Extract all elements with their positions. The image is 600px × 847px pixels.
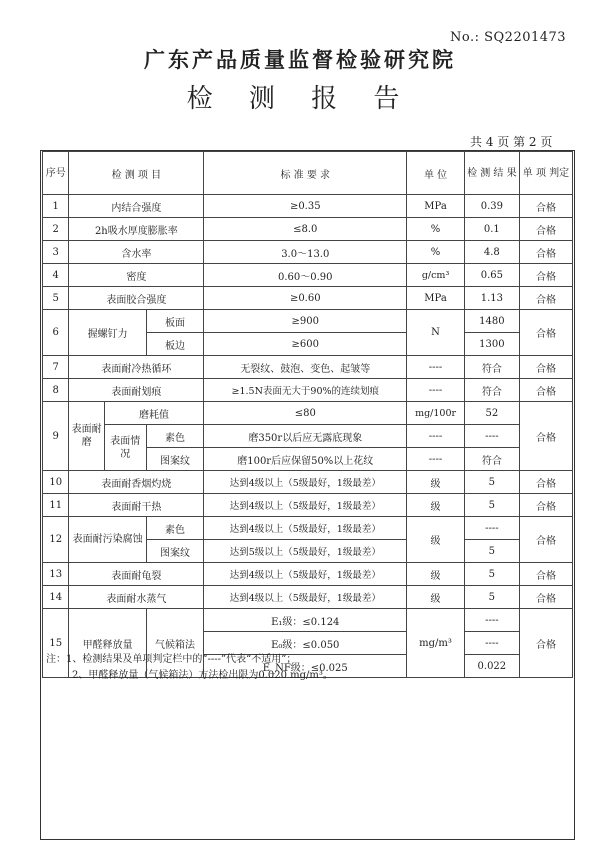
table-row bbox=[43, 471, 573, 494]
verdict: 合格 bbox=[519, 402, 572, 471]
table-row bbox=[43, 563, 573, 586]
result: 5 bbox=[464, 471, 519, 494]
result: 1.13 bbox=[464, 287, 519, 310]
result: 0.65 bbox=[464, 264, 519, 287]
col-result: 检 测 结 果 bbox=[464, 152, 519, 195]
row-number: 6 bbox=[43, 310, 69, 356]
result: 5 bbox=[464, 563, 519, 586]
requirement: E_NF级：≤0.025 bbox=[204, 655, 407, 678]
verdict: 合格 bbox=[519, 471, 572, 494]
requirement: 磨350r以后应无露底现象 bbox=[204, 425, 407, 448]
page-indicator: 共 4 页 第 2 页 bbox=[470, 135, 553, 149]
row-number: 11 bbox=[43, 494, 69, 517]
row-number: 8 bbox=[43, 379, 69, 402]
requirement: 达到4级以上（5级最好，1级最差） bbox=[204, 517, 407, 540]
unit: mg/100r bbox=[407, 402, 464, 425]
organization-name: 广东产品质量监督检验研究院 bbox=[144, 47, 456, 72]
table-row bbox=[43, 425, 573, 448]
sub-item: 素色 bbox=[146, 425, 203, 448]
requirement: ≥0.60 bbox=[204, 287, 407, 310]
table-row bbox=[43, 379, 573, 402]
test-item: 表面耐划痕 bbox=[69, 379, 204, 402]
requirement: ≥900 bbox=[204, 310, 407, 333]
unit: mg/m³ bbox=[407, 609, 464, 678]
test-item: 含水率 bbox=[69, 241, 204, 264]
verdict: 合格 bbox=[519, 241, 572, 264]
sub-item: 板边 bbox=[146, 333, 203, 356]
result: 0.39 bbox=[464, 195, 519, 218]
result: 符合 bbox=[464, 379, 519, 402]
row-number: 1 bbox=[43, 195, 69, 218]
row-number: 2 bbox=[43, 218, 69, 241]
table-row bbox=[43, 402, 573, 425]
report-title: 检 测 报 告 bbox=[186, 84, 414, 114]
row-number: 3 bbox=[43, 241, 69, 264]
result: 0.1 bbox=[464, 218, 519, 241]
row-number: 5 bbox=[43, 287, 69, 310]
verdict: 合格 bbox=[519, 609, 572, 678]
verdict: 合格 bbox=[519, 494, 572, 517]
requirement: 0.60～0.90 bbox=[204, 264, 407, 287]
verdict: 合格 bbox=[519, 195, 572, 218]
row-number: 9 bbox=[43, 402, 69, 471]
table-row bbox=[43, 517, 573, 540]
verdict: 合格 bbox=[519, 310, 572, 356]
note-1: 注：1、检测结果及单项判定栏中的“----”代表“不适用”； bbox=[46, 654, 297, 665]
table-row bbox=[43, 287, 573, 310]
requirement: ≤8.0 bbox=[204, 218, 407, 241]
result: 0.022 bbox=[464, 655, 519, 678]
row-number: 4 bbox=[43, 264, 69, 287]
test-item: 表面耐冷热循环 bbox=[69, 356, 204, 379]
table-row bbox=[43, 241, 573, 264]
table-row bbox=[43, 310, 573, 333]
row-number: 15 bbox=[43, 609, 69, 678]
requirement: 磨100r后应保留50%以上花纹 bbox=[204, 448, 407, 471]
result: ---- bbox=[464, 609, 519, 632]
table-header-row bbox=[43, 152, 573, 195]
requirement: 3.0～13.0 bbox=[204, 241, 407, 264]
requirement: 达到4级以上（5级最好，1级最差） bbox=[204, 563, 407, 586]
unit: g/cm³ bbox=[407, 264, 464, 287]
col-seq: 序号 bbox=[43, 152, 69, 195]
table-row bbox=[43, 264, 573, 287]
unit: 级 bbox=[407, 517, 464, 563]
unit: MPa bbox=[407, 287, 464, 310]
note-2: 2、甲醛释放量（气候箱法）方法检出限为0.020 mg/m³。 bbox=[72, 670, 333, 681]
sub-item: 板面 bbox=[146, 310, 203, 333]
verdict: 合格 bbox=[519, 287, 572, 310]
requirement: E₀级：≤0.050 bbox=[204, 632, 407, 655]
test-item: 表面胶合强度 bbox=[69, 287, 204, 310]
requirement: 达到5级以上（5级最好，1级最差） bbox=[204, 540, 407, 563]
requirement: ≥600 bbox=[204, 333, 407, 356]
test-results-table bbox=[42, 151, 573, 678]
col-verdict: 单 项 判定 bbox=[519, 152, 572, 195]
table-row bbox=[43, 494, 573, 517]
verdict: 合格 bbox=[519, 356, 572, 379]
test-item: 2h吸水厚度膨胀率 bbox=[69, 218, 204, 241]
result: ---- bbox=[464, 517, 519, 540]
result: 符合 bbox=[464, 448, 519, 471]
sub-item: 图案纹 bbox=[146, 540, 203, 563]
row-number: 14 bbox=[43, 586, 69, 609]
test-item: 表面耐水蒸气 bbox=[69, 586, 204, 609]
requirement: 达到4级以上（5级最好，1级最差） bbox=[204, 471, 407, 494]
unit: MPa bbox=[407, 195, 464, 218]
row-number: 12 bbox=[43, 517, 69, 563]
unit: ---- bbox=[407, 356, 464, 379]
test-method: 气候箱法 bbox=[146, 609, 203, 678]
result: 1480 bbox=[464, 310, 519, 333]
unit: 级 bbox=[407, 471, 464, 494]
row-number: 13 bbox=[43, 563, 69, 586]
unit: 级 bbox=[407, 586, 464, 609]
col-requirement: 标 准 要 求 bbox=[204, 152, 407, 195]
result: 52 bbox=[464, 402, 519, 425]
row-number: 7 bbox=[43, 356, 69, 379]
unit: 级 bbox=[407, 494, 464, 517]
requirement: 无裂纹、鼓泡、变色、起皱等 bbox=[204, 356, 407, 379]
test-item: 表面耐污染腐蚀 bbox=[69, 517, 146, 563]
table-row bbox=[43, 586, 573, 609]
requirement: 达到4级以上（5级最好，1级最差） bbox=[204, 494, 407, 517]
unit: N bbox=[407, 310, 464, 356]
verdict: 合格 bbox=[519, 517, 572, 563]
verdict: 合格 bbox=[519, 264, 572, 287]
verdict: 合格 bbox=[519, 218, 572, 241]
verdict: 合格 bbox=[519, 563, 572, 586]
table-row bbox=[43, 195, 573, 218]
result: 5 bbox=[464, 540, 519, 563]
table-row bbox=[43, 218, 573, 241]
result: 1300 bbox=[464, 333, 519, 356]
sub-item: 素色 bbox=[146, 517, 203, 540]
test-item: 握螺钉力 bbox=[69, 310, 146, 356]
requirement: ≤80 bbox=[204, 402, 407, 425]
sub-item: 磨耗值 bbox=[104, 402, 203, 425]
test-item: 表面耐龟裂 bbox=[69, 563, 204, 586]
result: 4.8 bbox=[464, 241, 519, 264]
verdict: 合格 bbox=[519, 586, 572, 609]
table-row bbox=[43, 356, 573, 379]
unit: ---- bbox=[407, 425, 464, 448]
result: 符合 bbox=[464, 356, 519, 379]
unit: % bbox=[407, 218, 464, 241]
test-item: 甲醛释放量 bbox=[69, 609, 146, 678]
test-item: 表面耐干热 bbox=[69, 494, 204, 517]
requirement: E₁级：≤0.124 bbox=[204, 609, 407, 632]
test-item: 表面耐香烟灼烧 bbox=[69, 471, 204, 494]
test-item: 内结合强度 bbox=[69, 195, 204, 218]
document-number: No.: SQ2201473 bbox=[450, 30, 567, 45]
result: ---- bbox=[464, 632, 519, 655]
sub-item: 表面情况 bbox=[104, 425, 146, 471]
result: 5 bbox=[464, 494, 519, 517]
test-item: 表面耐磨 bbox=[69, 402, 104, 471]
unit: 级 bbox=[407, 563, 464, 586]
verdict: 合格 bbox=[519, 379, 572, 402]
unit: ---- bbox=[407, 448, 464, 471]
requirement: 达到4级以上（5级最好，1级最差） bbox=[204, 586, 407, 609]
result: 5 bbox=[464, 586, 519, 609]
col-item: 检 测 项 目 bbox=[69, 152, 204, 195]
unit: % bbox=[407, 241, 464, 264]
col-unit: 单 位 bbox=[407, 152, 464, 195]
sub-item: 图案纹 bbox=[146, 448, 203, 471]
notes bbox=[46, 652, 333, 684]
result: ---- bbox=[464, 425, 519, 448]
requirement: ≥1.5N表面无大于90%的连续划痕 bbox=[204, 379, 407, 402]
unit: ---- bbox=[407, 379, 464, 402]
test-item: 密度 bbox=[69, 264, 204, 287]
requirement: ≥0.35 bbox=[204, 195, 407, 218]
table-row bbox=[43, 609, 573, 632]
row-number: 10 bbox=[43, 471, 69, 494]
